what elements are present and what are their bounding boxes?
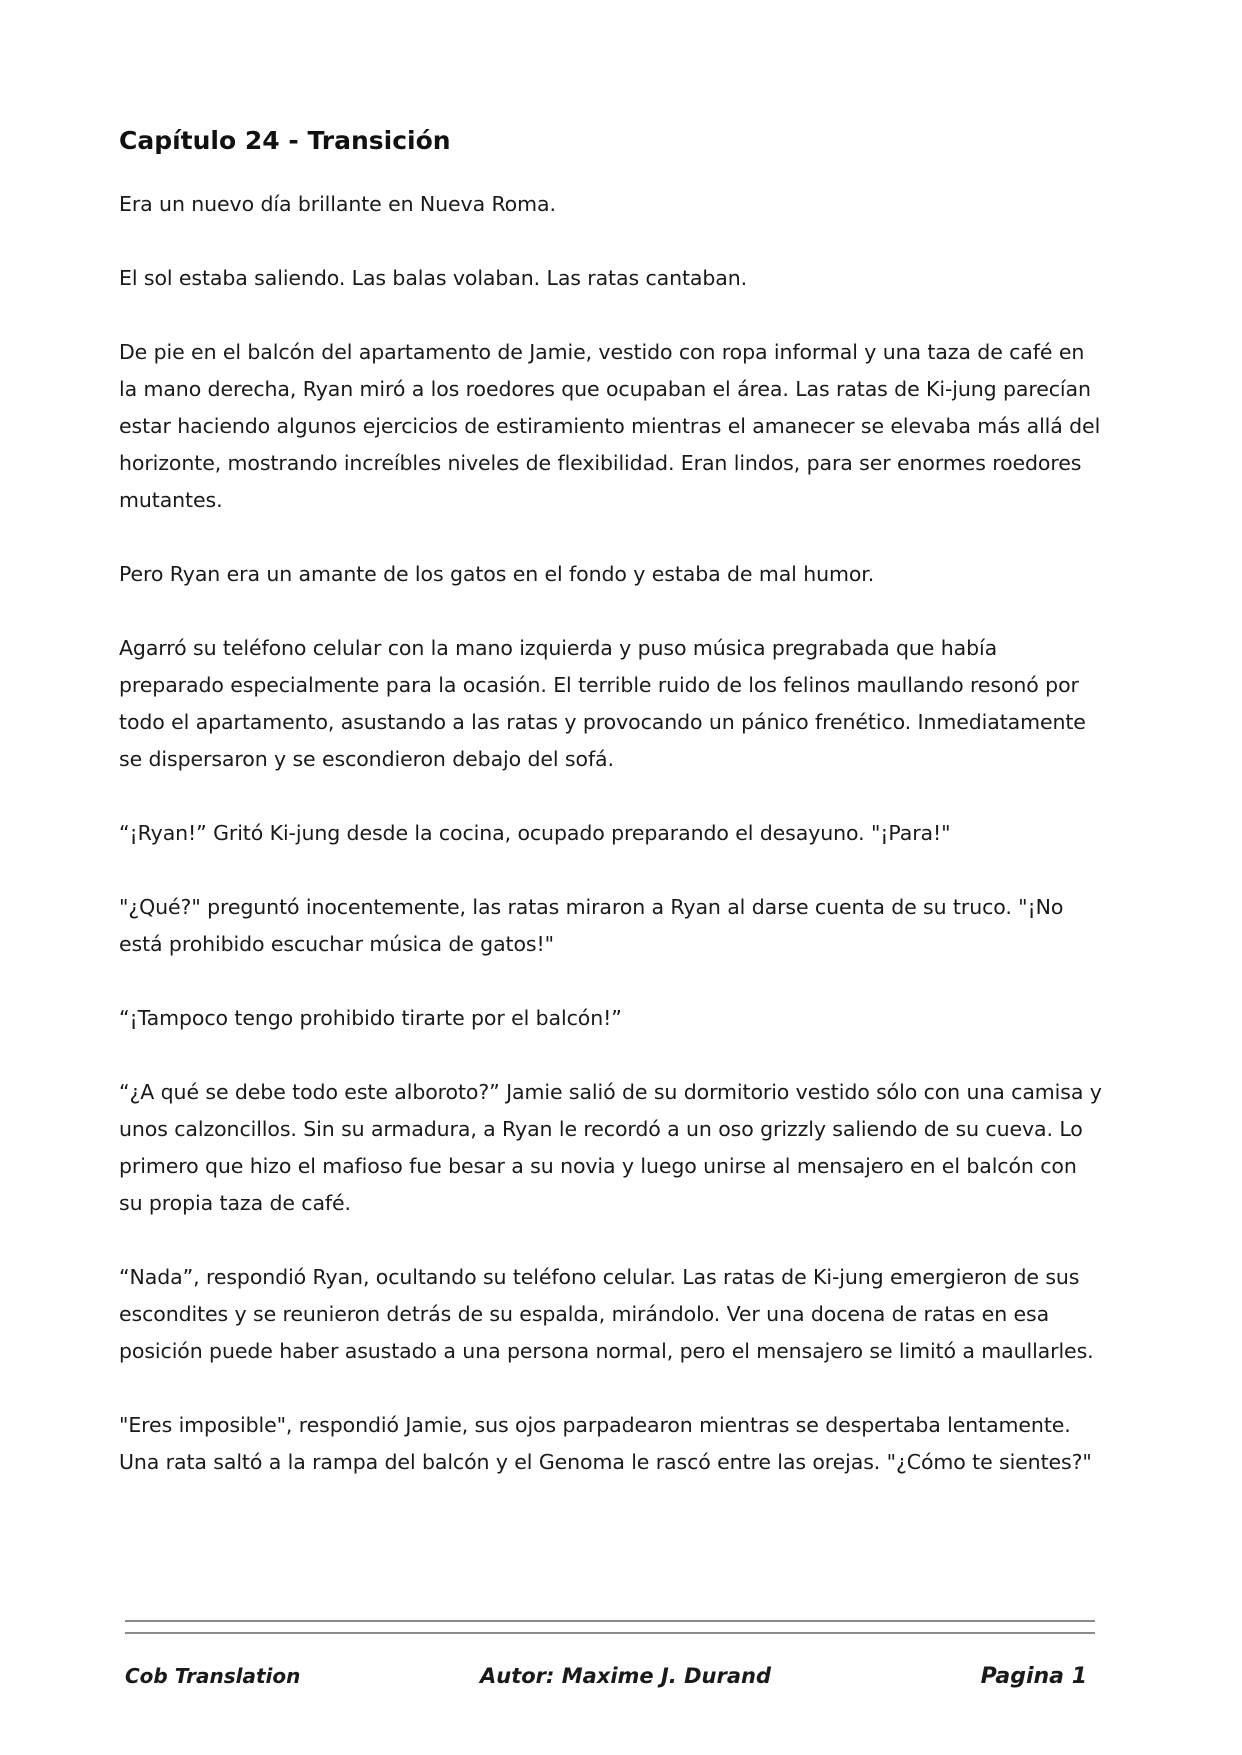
footer-page-number: Pagina 1	[980, 1664, 1087, 1689]
paragraph-3: De pie en el balcón del apartamento de Jamie, vestido con ropa informal y una taza de café en la mano derecha, Ryan miró a los roedores que ocupaban el área. Las ratas de Ki-jung parecían estar haciendo algunos ejercicios de estiramiento mientras el amanecer se elevaba más allá del horizonte, mostrando increíbles niveles de flexibilidad. Eran lindos, para ser enormes roedores mutantes.	[119, 340, 1101, 512]
paragraph-10: “Nada”, respondió Ryan, ocultando su teléfono celular. Las ratas de Ki-jung emergieron de sus escondites y se reunieron detrás de su espalda, mirándolo. Ver una docena de ratas en esa posición puede haber asustado a una persona normal, pero el mensajero se limitó a maullarles.	[119, 1265, 1094, 1363]
paragraph-9: “¿A qué se debe todo este alboroto?” Jamie salió de su dormitorio vestido sólo con una camisa y unos calzoncillos. Sin su armadura, a Ryan le recordó a un oso grizzly saliendo de su cueva. Lo primero que hizo el mafioso fue besar a su novia y luego unirse al mensajero en el balcón con su propia taza de café.	[119, 1080, 1102, 1215]
paragraph-1: Era un nuevo día brillante en Nueva Roma.	[119, 192, 556, 216]
footer-divider-top	[125, 1620, 1095, 1622]
page-footer	[125, 1620, 1095, 1710]
paragraph-8: “¡Tampoco tengo prohibido tirarte por el balcón!”	[119, 1006, 622, 1030]
paragraph-5: Agarró su teléfono celular con la mano izquierda y puso música pregrabada que había preparado especialmente para la ocasión. El terrible ruido de los felinos maullando resonó por todo el apartamento, asustando a las ratas y provocando un pánico frenético. Inmediatamente se dispersaron y se escondieron debajo del sofá.	[119, 636, 1086, 771]
paragraph-11: "Eres imposible", respondió Jamie, sus ojos parpadearon mientras se despertaba lentamente. Una rata saltó a la rampa del balcón y el Genoma le rascó entre las orejas. "¿Cómo te sientes?"	[119, 1413, 1092, 1474]
paragraph-2: El sol estaba saliendo. Las balas volaban. Las ratas cantaban.	[119, 266, 748, 290]
paragraph-4: Pero Ryan era un amante de los gatos en el fondo y estaba de mal humor.	[119, 562, 875, 586]
chapter-title: Capítulo 24 - Transición	[119, 126, 451, 155]
footer-translator: Cob Translation	[125, 1664, 301, 1688]
footer-author: Autor: Maxime J. Durand	[480, 1664, 771, 1688]
paragraph-6: “¡Ryan!” Gritó Ki-jung desde la cocina, ocupado preparando el desayuno. "¡Para!"	[119, 821, 951, 845]
page-content	[119, 118, 1104, 1518]
paragraph-7: "¿Qué?" preguntó inocentemente, las ratas miraron a Ryan al darse cuenta de su truco. "¡No está prohibido escuchar música de gatos!"	[119, 895, 1064, 956]
footer-divider-bottom	[125, 1632, 1095, 1634]
